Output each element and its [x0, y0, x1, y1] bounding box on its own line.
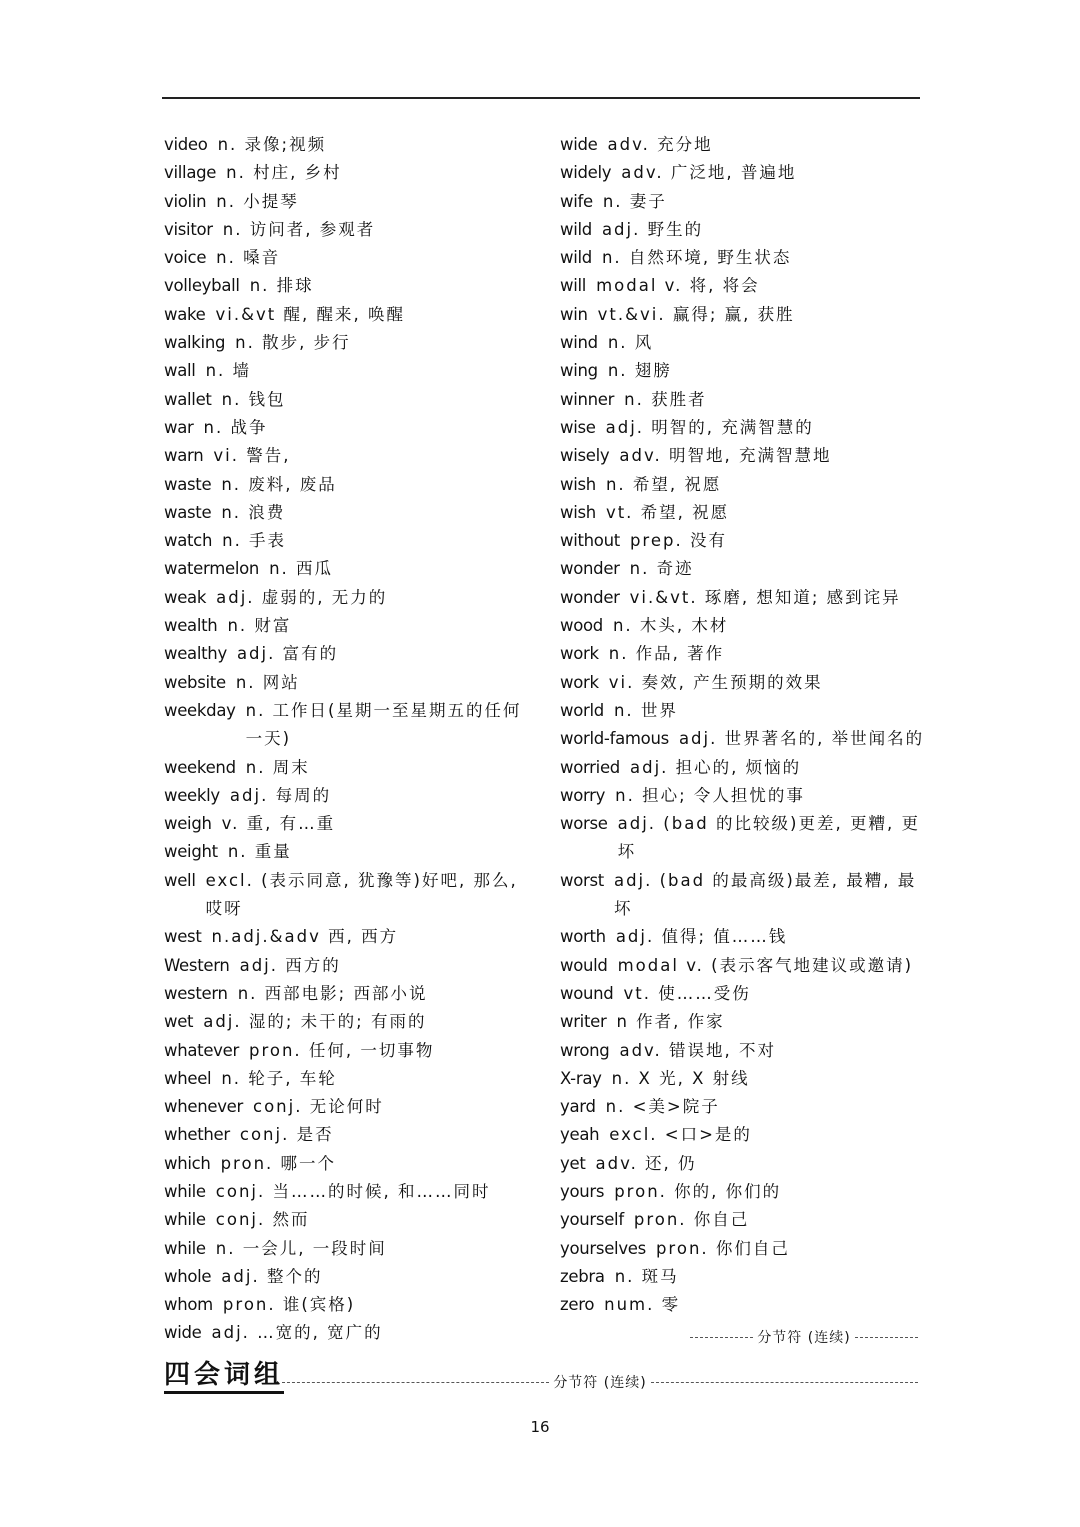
vocab-entry — [164, 244, 536, 272]
vocab-entry — [560, 471, 932, 499]
entry-definition: n. 自然环境, 野生状态 — [601, 248, 792, 268]
vocab-entry — [164, 1235, 536, 1263]
vocab-entry — [560, 555, 932, 583]
entry-definition: n. 财富 — [227, 616, 292, 636]
entry-definition: adv. 广泛地, 普遍地 — [621, 163, 797, 183]
entry-word: video — [164, 135, 208, 154]
vocab-entry — [164, 1150, 536, 1178]
header-rule — [162, 97, 920, 99]
entry-definition: n 作者, 作家 — [616, 1012, 725, 1032]
vocab-entry — [560, 697, 932, 725]
entry-definition: n. 西部电影; 西部小说 — [237, 983, 428, 1003]
entry-word: whenever — [164, 1097, 244, 1117]
section-break-label: 分节符 (连续) — [553, 1375, 647, 1391]
right-column — [560, 131, 932, 1319]
entry-definition: n. 手表 — [222, 531, 287, 551]
entry-word: whole — [164, 1266, 212, 1286]
entry-definition: n. 奇迹 — [629, 559, 694, 579]
entry-definition: vt.&vi. 赢得; 赢, 获胜 — [597, 304, 795, 324]
entry-word: widely — [560, 163, 612, 183]
entry-definition: n. 散步, 步行 — [235, 333, 351, 353]
entry-definition: adj. 每周的 — [229, 785, 332, 805]
entry-word: while — [164, 1238, 206, 1258]
entry-word: wisely — [560, 446, 610, 466]
vocab-entry — [560, 1093, 932, 1121]
vocab-entry — [560, 669, 932, 697]
vocab-entry — [560, 131, 932, 159]
vocab-entry — [560, 1150, 932, 1178]
vocab-entry — [560, 357, 932, 385]
entry-definition: vi.&vt 醒, 醒来, 唤醒 — [215, 304, 405, 324]
left-column — [164, 131, 536, 1348]
entry-word: waste — [164, 502, 212, 522]
dashed-line — [282, 1382, 549, 1383]
entry-definition: n. 担心; 令人担忧的事 — [615, 785, 805, 805]
entry-word: zebra — [560, 1266, 605, 1286]
vocab-entry — [560, 159, 932, 187]
entry-word: whether — [164, 1125, 230, 1145]
vocab-entry — [560, 1235, 932, 1263]
entry-word: wake — [164, 304, 206, 324]
entry-definition: n. 获胜者 — [624, 389, 707, 409]
vocab-entry — [560, 1291, 932, 1319]
entry-word: wood — [560, 616, 603, 636]
entry-word: zero — [560, 1295, 595, 1315]
entry-definition: vi.&vt. 琢磨, 想知道; 感到诧异 — [629, 587, 901, 607]
entry-definition: adj. 担心的, 烦恼的 — [629, 757, 802, 777]
entry-word: weak — [164, 587, 207, 607]
entry-word: whom — [164, 1295, 213, 1315]
entry-word: worse — [560, 814, 608, 834]
entry-definition: conj. 是否 — [239, 1125, 334, 1145]
entry-definition: vt. 使……受伤 — [623, 983, 751, 1003]
entry-word: work — [560, 644, 599, 664]
entry-word: wild — [560, 248, 592, 268]
vocab-entry — [164, 782, 536, 810]
entry-word: war — [164, 417, 194, 437]
vocab-entry — [164, 669, 536, 697]
entry-word: wet — [164, 1012, 194, 1032]
vocab-entry — [164, 131, 536, 159]
vocab-entry — [560, 782, 932, 810]
entry-definition: adj. …宽的, 宽广的 — [211, 1323, 383, 1343]
entry-word: wonder — [560, 559, 620, 579]
entry-word: which — [164, 1153, 211, 1173]
entry-word: will — [560, 276, 587, 296]
entry-word: voice — [164, 248, 207, 268]
vocab-entry — [560, 527, 932, 555]
vocab-entry — [560, 188, 932, 216]
entry-word: wise — [560, 417, 596, 437]
vocab-entry — [164, 357, 536, 385]
entry-word: wonder — [560, 587, 620, 607]
vocab-entry — [164, 697, 536, 754]
entry-definition: adj. 明智的, 充满智慧的 — [605, 417, 814, 437]
entry-definition: pron. 你们自己 — [655, 1238, 790, 1258]
vocab-entry — [164, 1206, 536, 1234]
entry-definition: vi. 警告, — [213, 446, 291, 466]
dashed-line — [690, 1337, 753, 1338]
entry-word: worth — [560, 927, 606, 947]
vocab-entry — [164, 1121, 536, 1149]
entry-word: watermelon — [164, 559, 260, 579]
entry-word: X-ray — [560, 1068, 602, 1088]
entry-definition: n.adj.&adv 西, 西方 — [211, 927, 399, 947]
entry-word: wide — [560, 135, 598, 154]
entry-definition: adj. 虚弱的, 无力的 — [216, 587, 388, 607]
entry-word: wheel — [164, 1068, 212, 1088]
entry-definition: n. 网站 — [235, 672, 300, 692]
vocab-entry — [560, 442, 932, 470]
entry-word: wife — [560, 191, 593, 211]
entry-word: yourselves — [560, 1238, 646, 1258]
vocab-entry — [164, 754, 536, 782]
entry-definition: n. 世界 — [613, 700, 678, 720]
entry-word: wall — [164, 361, 196, 381]
vocab-entry — [164, 555, 536, 583]
entry-definition: n. 小提琴 — [216, 191, 299, 211]
entry-word: world-famous — [560, 729, 669, 749]
vocab-entry — [164, 159, 536, 187]
vocab-entry — [164, 923, 536, 951]
vocab-entry — [164, 980, 536, 1008]
entry-word: yet — [560, 1153, 586, 1173]
entry-definition: conj. 然而 — [215, 1210, 310, 1230]
entry-definition: modal v. 将, 将会 — [596, 276, 760, 296]
entry-word: watch — [164, 531, 213, 551]
vocab-entry — [164, 216, 536, 244]
entry-word: wallet — [164, 389, 212, 409]
vocab-entry — [164, 1093, 536, 1121]
vocab-entry — [560, 272, 932, 300]
vocab-entry — [560, 1206, 932, 1234]
entry-word: violin — [164, 191, 207, 211]
entry-word: weekend — [164, 757, 236, 777]
entry-definition: n. 一会儿, 一段时间 — [215, 1238, 387, 1258]
entry-word: wide — [164, 1323, 202, 1343]
entry-definition: pron. 你自己 — [633, 1210, 750, 1230]
vocab-entry — [560, 414, 932, 442]
entry-definition: excl. <口>是的 — [609, 1125, 752, 1145]
entry-word: yeah — [560, 1125, 600, 1145]
vocab-entry — [560, 1008, 932, 1036]
section-break-title — [282, 1372, 918, 1392]
entry-word: worry — [560, 785, 606, 805]
vocab-entry — [560, 810, 932, 867]
entry-definition: modal v. (表示客气地建议或邀请) — [617, 955, 914, 975]
vocab-entry — [560, 1178, 932, 1206]
section-break-inline — [690, 1327, 918, 1347]
vocab-entry — [164, 386, 536, 414]
entry-word: while — [164, 1181, 206, 1201]
entry-definition: adj. 湿的; 未干的; 有雨的 — [203, 1012, 427, 1032]
entry-definition: n. 嗓音 — [216, 248, 281, 268]
entry-word: yours — [560, 1181, 605, 1201]
entry-definition: n. 重量 — [227, 842, 292, 862]
vocab-entry — [164, 640, 536, 668]
entry-word: wish — [560, 502, 596, 522]
entry-word: without — [560, 531, 620, 551]
vocab-entry — [560, 499, 932, 527]
vocab-entry — [560, 952, 932, 980]
entry-word: warn — [164, 446, 204, 466]
entry-definition: conj. 无论何时 — [253, 1097, 384, 1117]
entry-word: worried — [560, 757, 620, 777]
vocab-entry — [164, 952, 536, 980]
entry-definition: pron. 任何, 一切事物 — [248, 1040, 435, 1060]
vocab-entry — [164, 414, 536, 442]
entry-definition: adv. 还, 仍 — [595, 1153, 697, 1173]
vocab-entry — [560, 867, 932, 924]
entry-definition: n. 战争 — [203, 417, 268, 437]
entry-definition: excl. (表示同意, 犹豫等)好吧, 那么, 哎呀 — [205, 870, 518, 919]
entry-definition: vi. 奏效, 产生预期的效果 — [608, 672, 823, 692]
vocab-entry — [164, 329, 536, 357]
section-title: 四会词组 — [164, 1360, 284, 1394]
entry-word: work — [560, 672, 599, 692]
entry-word: website — [164, 672, 226, 692]
vocab-entry — [164, 1037, 536, 1065]
entry-definition: n. 工作日(星期一至星期五的任何一天) — [245, 700, 522, 749]
entry-word: weight — [164, 842, 218, 862]
entry-word: western — [164, 983, 228, 1003]
vocab-entry — [560, 640, 932, 668]
entry-definition: adv. 明智地, 充满智慧地 — [619, 446, 832, 466]
entry-word: yard — [560, 1097, 596, 1117]
entry-word: wing — [560, 361, 598, 381]
vocab-entry — [560, 584, 932, 612]
vocab-entry — [560, 301, 932, 329]
entry-word: while — [164, 1210, 206, 1230]
entry-definition: n. 墙 — [205, 361, 252, 381]
entry-definition: n. X 光, X 射线 — [611, 1068, 750, 1088]
vocab-entry — [560, 386, 932, 414]
section-break-label: 分节符 (连续) — [757, 1330, 851, 1346]
entry-definition: vt. 希望, 祝愿 — [605, 502, 730, 522]
entry-word: wound — [560, 983, 614, 1003]
vocab-entry — [560, 1065, 932, 1093]
entry-definition: adj. 整个的 — [221, 1266, 323, 1286]
entry-definition: adj. 西方的 — [239, 955, 341, 975]
entry-definition: adj. (bad 的最高级)最差, 最糟, 最坏 — [613, 870, 917, 919]
entry-word: weigh — [164, 814, 212, 834]
vocab-entry — [164, 612, 536, 640]
vocab-entry — [560, 754, 932, 782]
vocab-entry — [164, 867, 536, 924]
entry-definition: n. 翅膀 — [607, 361, 672, 381]
entry-definition: n. 斑马 — [614, 1266, 679, 1286]
vocab-entry — [164, 838, 536, 866]
entry-word: yourself — [560, 1210, 624, 1230]
vocab-entry — [560, 216, 932, 244]
entry-definition: n. 轮子, 车轮 — [221, 1068, 337, 1088]
entry-definition: adj. 值得; 值……钱 — [615, 927, 788, 947]
entry-word: weekday — [164, 700, 236, 720]
entry-word: wealthy — [164, 644, 227, 664]
entry-definition: v. 重, 有…重 — [221, 814, 336, 834]
entry-word: would — [560, 955, 608, 975]
entry-word: wealth — [164, 616, 218, 636]
vocab-entry — [560, 244, 932, 272]
entry-word: win — [560, 304, 588, 324]
entry-definition: adv. 充分地 — [607, 135, 713, 154]
entry-definition: n. 希望, 祝愿 — [605, 474, 722, 494]
entry-definition: adj. 富有的 — [236, 644, 339, 664]
entry-word: whatever — [164, 1040, 239, 1060]
entry-definition: n. <美>院子 — [605, 1097, 720, 1117]
entry-definition: conj. 当……的时候, 和……同时 — [215, 1181, 491, 1201]
dashed-line — [855, 1337, 918, 1338]
entry-definition: adv. 错误地, 不对 — [619, 1040, 777, 1060]
entry-definition: adj. 野生的 — [601, 219, 704, 239]
entry-definition: adj. (bad 的比较级)更差, 更糟, 更坏 — [617, 814, 920, 862]
entry-definition: n. 作品, 著作 — [608, 644, 725, 664]
entry-definition: n. 木头, 木材 — [612, 616, 729, 636]
entry-definition: n. 废料, 废品 — [221, 474, 337, 494]
entry-word: waste — [164, 474, 212, 494]
vocab-entry — [560, 923, 932, 951]
entry-definition: n. 访问者, 参观者 — [222, 219, 376, 239]
entry-definition: adj. 世界著名的, 举世闻名的 — [678, 729, 925, 749]
vocab-entry — [560, 725, 932, 753]
entry-definition: n. 浪费 — [221, 502, 286, 522]
entry-word: walking — [164, 333, 226, 353]
vocab-entry — [560, 1037, 932, 1065]
vocab-entry — [164, 1008, 536, 1036]
entry-definition: pron. 你的, 你们的 — [614, 1181, 782, 1201]
vocab-entry — [164, 499, 536, 527]
vocab-entry — [560, 612, 932, 640]
entry-definition: n. 钱包 — [221, 389, 286, 409]
entry-definition: pron. 哪一个 — [220, 1153, 337, 1173]
entry-word: weekly — [164, 785, 220, 805]
vocab-entry — [164, 301, 536, 329]
entry-definition: n. 西瓜 — [269, 559, 334, 579]
entry-definition: n. 录像;视频 — [217, 135, 327, 154]
vocab-entry — [164, 1178, 536, 1206]
entry-definition: n. 排球 — [249, 276, 314, 296]
vocab-entry — [164, 442, 536, 470]
entry-word: well — [164, 870, 196, 890]
entry-definition: n. 周末 — [245, 757, 310, 777]
entry-definition: n. 妻子 — [602, 191, 667, 211]
entry-word: visitor — [164, 219, 213, 239]
entry-definition: pron. 谁(宾格) — [222, 1295, 356, 1315]
entry-word: worst — [560, 870, 604, 890]
entry-word: wind — [560, 333, 598, 353]
entry-word: wish — [560, 474, 596, 494]
entry-word: west — [164, 927, 202, 947]
vocab-entry — [560, 1121, 932, 1149]
entry-definition: n. 风 — [607, 333, 654, 353]
vocab-entry — [164, 188, 536, 216]
entry-definition: num. 零 — [604, 1295, 681, 1315]
vocab-entry — [164, 584, 536, 612]
entry-word: world — [560, 700, 604, 720]
vocab-entry — [164, 527, 536, 555]
entry-word: Western — [164, 955, 230, 975]
vocab-entry — [164, 1263, 536, 1291]
vocab-entry — [560, 329, 932, 357]
vocab-entry — [164, 810, 536, 838]
dashed-line — [651, 1382, 918, 1383]
vocab-entry — [560, 980, 932, 1008]
entry-word: volleyball — [164, 276, 240, 296]
entry-definition: prep. 没有 — [629, 531, 727, 551]
entry-word: village — [164, 163, 217, 183]
vocab-entry — [164, 1319, 536, 1347]
page-number: 16 — [530, 1418, 550, 1436]
vocab-entry — [164, 1291, 536, 1319]
entry-definition: n. 村庄, 乡村 — [226, 163, 342, 183]
vocab-entry — [560, 1263, 932, 1291]
entry-word: wild — [560, 219, 592, 239]
vocab-entry — [164, 1065, 536, 1093]
vocab-entry — [164, 471, 536, 499]
entry-word: wrong — [560, 1040, 610, 1060]
vocab-entry — [164, 272, 536, 300]
entry-word: writer — [560, 1012, 607, 1032]
entry-word: winner — [560, 389, 615, 409]
